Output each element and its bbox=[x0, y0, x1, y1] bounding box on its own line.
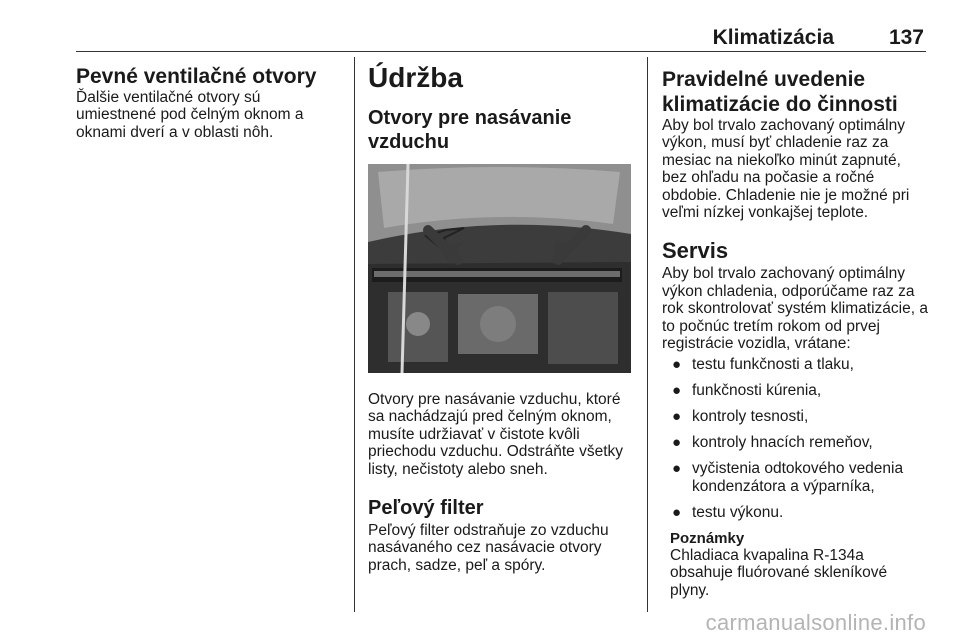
pollen-filter-text: Peľový filter odstraňuje zo vzduchu nasávaného cez nasávacie otvory prach, sadze, peľ a spóry. bbox=[368, 522, 609, 574]
list-item bbox=[662, 434, 928, 451]
list-item bbox=[662, 408, 928, 425]
list-item-text: kontroly tesnosti, bbox=[692, 408, 809, 426]
list-item bbox=[662, 382, 928, 399]
page-number: 137 bbox=[888, 26, 924, 49]
list-item bbox=[662, 504, 928, 521]
bullet-icon: ● bbox=[672, 460, 682, 478]
engine-bay-illustration bbox=[368, 164, 631, 373]
air-intake-text: Otvory pre nasávanie vzduchu, ktoré sa nachádzajú pred čelným oknom, musíte udržiavať v čistote kvôli priechodu vzduchu. Odstráňte všetky listy, nečistoty alebo sneh. bbox=[368, 391, 624, 478]
section-title: Klimatizácia bbox=[712, 26, 834, 49]
list-item-text: funkčnosti kúrenia, bbox=[692, 382, 822, 400]
watermark: carmanualsonline.info bbox=[705, 610, 926, 635]
column-divider-2 bbox=[647, 57, 648, 612]
bullet-icon: ● bbox=[672, 382, 682, 400]
column-2 bbox=[368, 62, 634, 574]
engine-bay-photo bbox=[368, 164, 631, 373]
heading-pollen-filter: Peľový filter bbox=[368, 497, 484, 520]
heading-air-intake: Otvory pre nasávanie vzduchu bbox=[368, 107, 572, 153]
regular-operation-text: Aby bol trvalo zachovaný optimálny výkon, musí byť chladenie raz za mesiac na niekoľko minút zapnuté, bez ohľadu na počasie a ročné obdobie. Chladenie nie je možné pri veľmi nízkej vonkajšej teplote. bbox=[662, 117, 910, 222]
heading-regular-operation: Pravidelné uvedenie klimatizácie do činnosti bbox=[662, 68, 898, 116]
bullet-icon: ● bbox=[672, 356, 682, 374]
list-item bbox=[662, 460, 928, 495]
heading-service: Servis bbox=[662, 238, 729, 264]
column-divider-1 bbox=[354, 57, 355, 612]
note-text: Chladiaca kvapalina R-134a obsahuje fluórované skleníkové plyny. bbox=[670, 546, 888, 599]
list-item bbox=[662, 356, 928, 373]
list-item-text: vyčistenia odtokového vedenia kondenzátora a výparníka, bbox=[692, 460, 904, 495]
bullet-icon: ● bbox=[672, 408, 682, 426]
header-rule bbox=[76, 51, 926, 52]
page-header bbox=[76, 26, 926, 48]
service-text: Aby bol trvalo zachovaný optimálny výkon chladenia, odporúčame raz za rok skontrolovať systém klimatizácie, a to počnúc tretím rokom od prvej registrácie vozidla, vrátane: bbox=[662, 265, 928, 353]
note-heading: Poznámky bbox=[670, 529, 745, 547]
list-item-text: testu výkonu. bbox=[692, 503, 784, 521]
bullet-icon: ● bbox=[672, 503, 682, 521]
bullet-icon: ● bbox=[672, 434, 682, 452]
fixed-vents-text: Ďalšie ventilačné otvory sú umiestnené pod čelným oknom a oknami dverí a v oblasti nôh. bbox=[76, 89, 304, 141]
heading-maintenance: Údržba bbox=[368, 62, 463, 93]
column-3 bbox=[662, 62, 928, 599]
list-item-text: kontroly hnacích remeňov, bbox=[692, 434, 873, 452]
heading-fixed-vents: Pevné ventilačné otvory bbox=[76, 65, 317, 88]
list-item-text: testu funkčnosti a tlaku, bbox=[692, 356, 854, 374]
service-checklist bbox=[662, 356, 928, 521]
column-1 bbox=[76, 62, 342, 141]
